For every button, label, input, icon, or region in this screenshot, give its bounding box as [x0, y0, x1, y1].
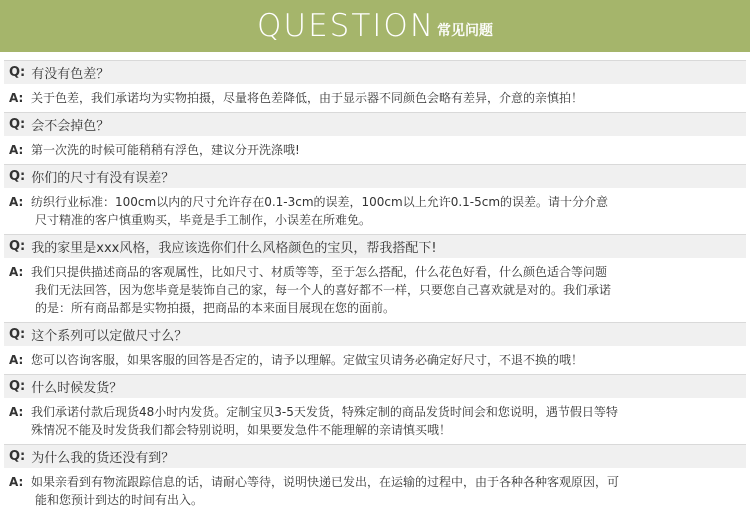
- answer-text: [31, 141, 746, 159]
- answer-tag: A:: [9, 353, 24, 367]
- answer-text: [31, 403, 746, 439]
- answer-text: [31, 473, 746, 509]
- faq-answer: [4, 89, 746, 107]
- faq-answer: [4, 193, 746, 229]
- answer-tag: A:: [9, 195, 24, 209]
- faq-answer: [4, 141, 746, 159]
- faq-question: [4, 322, 746, 346]
- answer-tag: A:: [9, 405, 24, 419]
- header-banner: [0, 0, 750, 52]
- question-tag: Q:: [9, 449, 26, 464]
- answer-tag: A:: [9, 475, 24, 489]
- answer-line: 纺织行业标准：100cm以内的尺寸允许存在0.1-3cm的误差，100cm以上允许0.1-5cm的误差。请十分介意: [31, 195, 609, 209]
- faq-answer: [4, 473, 746, 509]
- answer-line: 尺寸精准的客户慎重购买，毕竟是手工制作，小误差在所难免。: [35, 213, 372, 227]
- answer-line: 殊情况不能及时发货我们都会特别说明，如果要发急件不能理解的亲请慎买哦！: [31, 423, 452, 437]
- header-title-group: [256, 7, 494, 44]
- header-title: QUESTION: [256, 7, 436, 44]
- question-text: 会不会掉色？: [31, 119, 110, 134]
- question-tag: Q:: [9, 327, 26, 342]
- answer-line: 的是：所有商品都是实物拍摄，把商品的本来面目展现在您的面前。: [35, 301, 396, 315]
- question-tag: Q:: [9, 239, 26, 254]
- faq-question: [4, 374, 746, 398]
- question-text: 我的家里是xxx风格，我应该选你们什么风格颜色的宝贝，帮我搭配下!: [31, 241, 437, 256]
- question-text: 你们的尺寸有没有误差？: [31, 171, 175, 186]
- answer-line: 我们承诺付款后现货48小时内发货。定制宝贝3-5天发货，特殊定制的商品发货时间会和您说明，遇节假日等特: [31, 405, 618, 419]
- answer-line: 我们无法回答，因为您毕竟是装饰自己的家，每一个人的喜好都不一样，只要您自己喜欢就是对的。我们承诺: [35, 283, 612, 297]
- answer-tag: A:: [9, 143, 24, 157]
- answer-line: 第一次洗的时候可能稍稍有浮色，建议分开洗涤哦!: [31, 143, 300, 157]
- question-text: 为什么我的货还没有到？: [31, 451, 175, 466]
- faq-question: [4, 164, 746, 188]
- answer-line: 我们只提供描述商品的客观属性，比如尺寸、材质等等，至于怎么搭配，什么花色好看，什么颜色适合等问题: [31, 265, 608, 279]
- answer-line: 能和您预计到达的时间有出入。: [35, 493, 204, 507]
- answer-text: [31, 89, 746, 107]
- answer-line: 关于色差，我们承诺均为实物拍摄，尽量将色差降低，由于显示器不同颜色会略有差异，介意的亲慎拍！: [31, 91, 584, 105]
- answer-tag: A:: [9, 265, 24, 279]
- question-tag: Q:: [9, 117, 26, 132]
- faq-question: [4, 60, 746, 84]
- answer-tag: A:: [9, 91, 24, 105]
- answer-line: 您可以咨询客服，如果客服的回答是否定的，请予以理解。定做宝贝请务必确定好尺寸，不退不换的哦！: [31, 353, 584, 367]
- answer-text: [31, 351, 746, 369]
- answer-text: [31, 193, 746, 229]
- question-text: 有没有色差？: [31, 67, 110, 82]
- answer-line: 如果亲看到有物流跟踪信息的话，请耐心等待，说明快递已发出，在运输的过程中，由于各种各种客观原因，可: [31, 475, 620, 489]
- faq-question: [4, 112, 746, 136]
- faq-answer: [4, 351, 746, 369]
- question-text: 这个系列可以定做尺寸么？: [31, 329, 188, 344]
- faq-question: [4, 444, 746, 468]
- faq-answer: [4, 263, 746, 317]
- answer-text: [31, 263, 746, 317]
- question-text: 什么时候发货？: [31, 381, 123, 396]
- question-tag: Q:: [9, 65, 26, 80]
- faq-list: [0, 60, 750, 509]
- faq-answer: [4, 403, 746, 439]
- header-subtitle: 常见问题: [437, 22, 494, 39]
- question-tag: Q:: [9, 169, 26, 184]
- faq-question: [4, 234, 746, 258]
- question-tag: Q:: [9, 379, 26, 394]
